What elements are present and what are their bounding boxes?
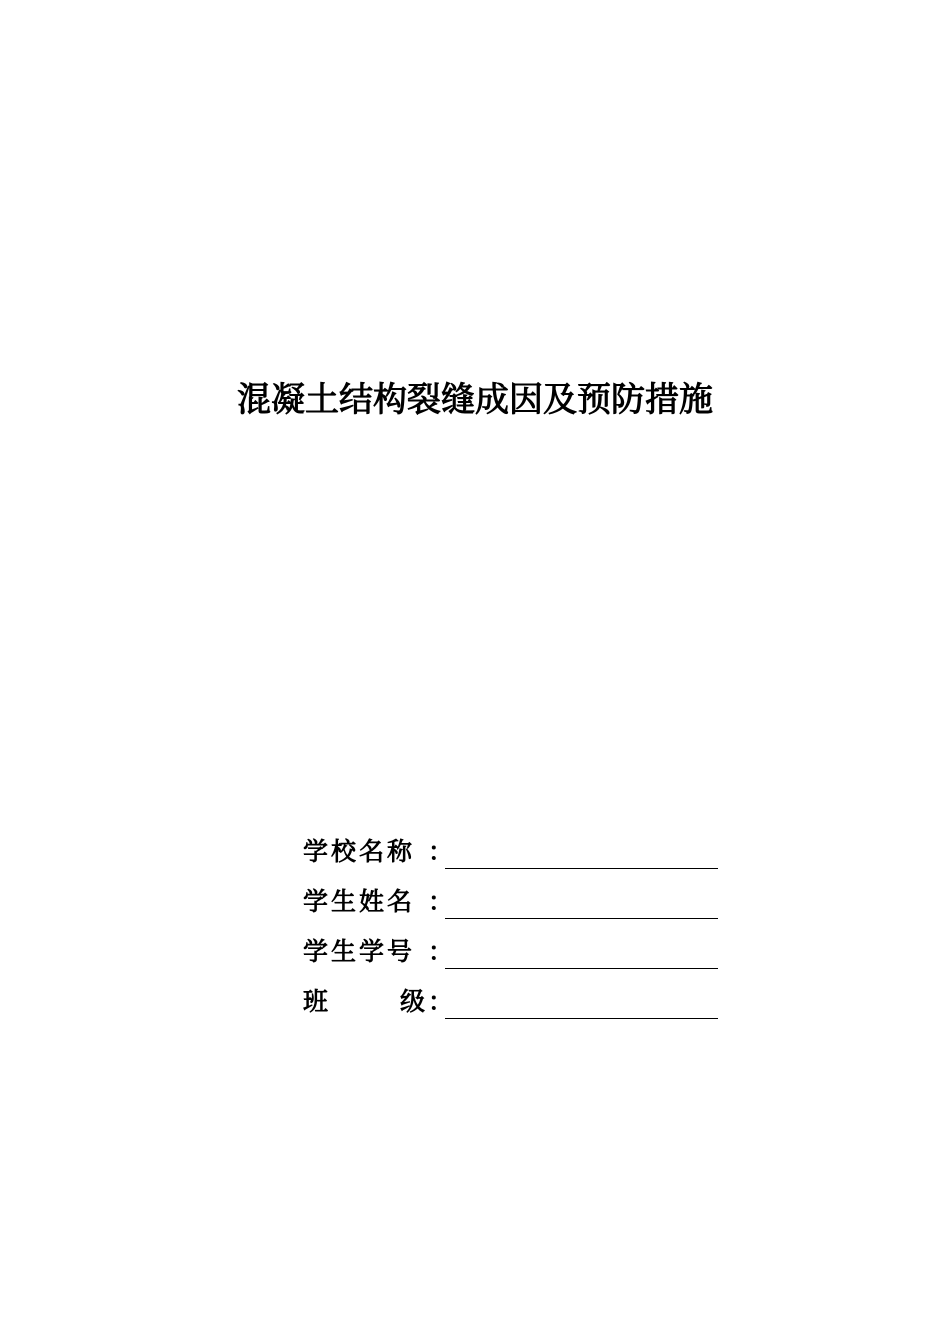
- student-name-label: 学生姓名: [303, 887, 416, 916]
- school-name-blank[interactable]: [445, 832, 718, 869]
- student-id-label: 学生学号: [303, 937, 416, 966]
- form-row-class: [303, 972, 723, 1022]
- form-row-student-id: [303, 922, 723, 972]
- cover-info-form: [303, 822, 723, 1022]
- school-name-colon: ：: [428, 837, 454, 866]
- class-label-part-1: 班: [303, 987, 332, 1016]
- student-id-colon: ：: [428, 937, 454, 966]
- form-row-school: [303, 822, 723, 872]
- student-id-blank[interactable]: [445, 932, 718, 969]
- class-label: [303, 982, 428, 1022]
- class-blank[interactable]: [445, 982, 718, 1019]
- form-row-student-name: [303, 872, 723, 922]
- school-name-label: 学校名称: [303, 837, 416, 866]
- student-name-blank[interactable]: [445, 882, 718, 919]
- document-title: 混凝土结构裂缝成因及预防措施: [237, 380, 713, 420]
- student-name-colon: ：: [428, 887, 454, 916]
- class-label-part-2: 级: [399, 987, 428, 1016]
- class-colon: ：: [428, 987, 454, 1016]
